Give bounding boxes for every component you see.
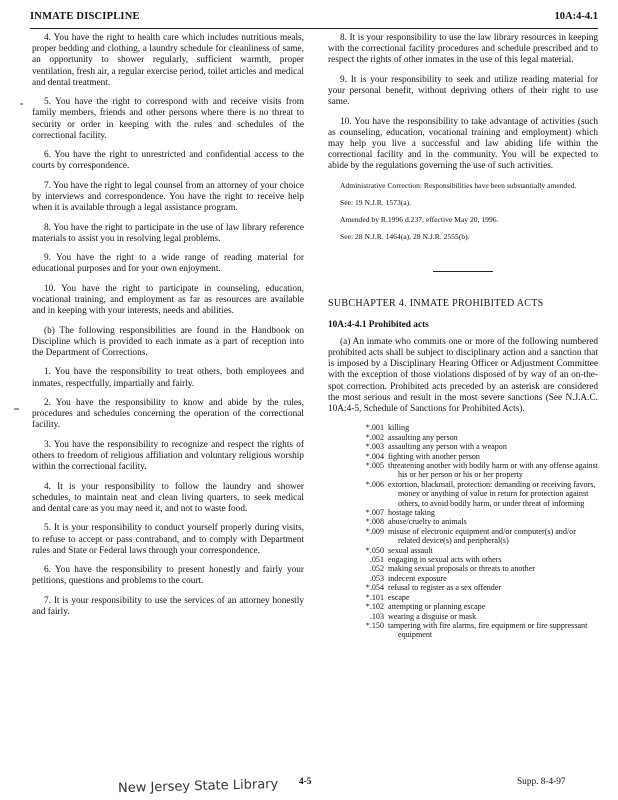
paragraph: 5. It is your responsibility to conduct yourself properly during visits, to refuse to accept or pass contraband, and to comply with Department rules and State or Federal laws through your correspondence. [32,523,304,556]
prohibited-act-row [354,423,598,432]
section-divider [433,271,493,272]
paragraph: 7. It is your responsibility to use the services of an attorney honestly and fairly. [32,595,304,617]
library-stamp: New Jersey State Library [117,776,279,797]
act-code: *.054 [365,583,384,593]
paragraph: 10. You have the responsibility to take advantage of activities (such as counseling, education, vocational training and employment) which may help you live a successful and law abiding life within the correctional facility and in the community. You will be expected to abide by the regulations governing the use of such activities. [328,116,598,172]
section-heading: 10A:4-4.1 Prohibited acts [328,319,429,330]
paragraph: 9. You have the right to a wide range of reading material for educational purposes and for your own enjoyment. [32,253,304,275]
administrative-notes [328,181,598,242]
prohibited-act-row [354,527,598,546]
act-code: .052 [369,564,384,574]
paragraph: 3. You have the responsibility to recognize and respect the rights of others to freedom of religious affiliation and voluntary religious worship within the correctional facility. [32,439,304,473]
supplement-date: Supp. 8-4-97 [517,777,566,787]
act-description: indecent exposure [388,573,447,583]
running-header [30,8,598,29]
section-text: (a) An inmate who commits one or more of the following numbered prohibited acts shall be subject to disciplinary action and a sanction that is imposed by a Disciplinary Hearing Officer or Adjustment Committee with the exception of those violations disposed of by way of an on-the-spot correction. Prohibited acts preceded by an asterisk are considered the most serious and result in the most severe sanctions (See N.J.A.C. 10A:4-5, Schedule of Sanctions for Prohibited Acts). [328,336,598,414]
prohibited-act-row [354,517,598,526]
prohibited-act-row [354,583,598,592]
prohibited-act-row [354,433,598,442]
prohibited-act-row [354,461,598,480]
scan-speck [14,408,19,410]
act-code: *.001 [365,423,384,433]
paragraph: (b) The following responsibilities are found in the Handbook on Discipline which is provided to each inmate as a part of reception into the Department of Corrections. [32,325,304,358]
prohibited-act-row [354,593,598,602]
act-description: making sexual proposals or threats to another [388,564,535,574]
admin-note: Administrative Correction: Responsibilities have been substantially amended. [340,180,577,190]
act-description: assaulting any person with a weapon [388,442,507,452]
act-description: refusal to register as a sex offender [388,583,502,593]
act-code: .053 [369,573,384,583]
act-code: *.007 [365,508,384,518]
act-description: threatening another with bodily harm or with any offense against his or her person or his or her property [388,461,599,480]
paragraph: 8. It is your responsibility to use the law library resources in keeping with the correctional facility procedures and schedule prescribed and to respect the rights of other inmates in the use of this legal material. [328,33,598,66]
paragraph: 7. You have the right to legal counsel from an attorney of your choice by interviews and correspondence. You have the right to receive help when it is available through a legal assistance program. [32,180,304,214]
paragraph: 6. You have the responsibility to present honestly and fairly your petitions, questions and problems to the court. [32,565,304,587]
act-code: *.050 [365,545,384,555]
act-code: *.009 [365,526,384,536]
act-description: extortion, blackmail, protection: demanding or receiving favors, money or anything of value in return for protection against others, to avoid bodily harm, or under threat of informing [388,479,596,508]
right-column [328,33,598,640]
paragraph: 5. You have the right to correspond with and receive visits from family members, friends and other persons where there is no threat to security or order in keeping with the rules and schedules of the correctional facility. [32,97,304,141]
prohibited-act-row [354,508,598,517]
paragraph: 2. You have the responsibility to know and abide by the rules, procedures and schedules concerning the operation of the correctional facility. [32,397,304,431]
prohibited-act-row [354,621,598,640]
left-column [32,33,304,626]
act-description: fighting with another person [388,451,480,461]
act-description: misuse of electronic equipment and/or computer(s) and/or related device(s) and peripheral(s) [388,526,576,546]
act-description: killing [388,423,410,433]
act-description: engaging in sexual acts with others [388,555,502,565]
act-description: attempting or planning escape [388,602,486,612]
paragraph: 9. It is your responsibility to seek and utilize reading material for your personal benefit, without depriving others of their right to use same. [328,74,598,108]
act-code: .103 [369,611,384,621]
act-code: *.008 [365,517,384,527]
act-code: *.004 [365,451,384,461]
act-code: *.101 [365,592,384,602]
act-description: wearing a disguise or mask [388,611,477,621]
act-code: .051 [369,555,384,565]
prohibited-acts-list [328,423,598,639]
subchapter-heading: SUBCHAPTER 4. INMATE PROHIBITED ACTS [328,298,544,310]
prohibited-act-row [354,574,598,583]
paragraph: 10. You have the right to participate in counseling, education, vocational training, and employment as far as resources are available and in keeping with your interests, needs and abilities. [32,283,304,317]
act-code: *.003 [365,442,384,452]
header-section: 10A:4-4.1 [554,11,598,22]
admin-note: See: 28 N.J.R. 1464(a), 28 N.J.R. 2555(b). [340,232,470,242]
paragraph: 4. You have the right to health care which includes nutritious meals, proper bedding and clothing, a laundry schedule for cleanliness of same, an opportunity to shower regularly, sufficient warmth, proper ventilation, fresh air, a regular exercise period, toilet articles and medical and dental treatment. [32,33,304,88]
prohibited-act-row [354,612,598,621]
prohibited-act-row [354,452,598,461]
act-description: hostage taking [388,508,435,518]
header-title: INMATE DISCIPLINE [30,11,140,22]
prohibited-act-row [354,602,598,611]
admin-note: Amended by R.1996 d.237, effective May 20, 1996. [340,215,499,225]
paragraph: 4. It is your responsibility to follow the laundry and shower schedules, to maintain neat and clean living quarters, to seek medical and dental care as you may need it, and not to waste food. [32,481,304,514]
act-description: abuse/cruelty to animals [388,517,467,527]
act-description: escape [388,592,410,602]
paragraph: 6. You have the right to unrestricted and confidential access to the courts by correspondence. [32,150,304,172]
prohibited-act-row [354,442,598,451]
act-code: *.005 [365,461,384,470]
act-code: *.150 [365,620,384,630]
prohibited-act-row [354,480,598,508]
paragraph: 1. You have the responsibility to treat others, both employees and inmates, respectfully, impartially and fairly. [32,367,304,389]
act-description: sexual assault [388,545,433,555]
scan-speck [20,103,23,105]
prohibited-act-row [354,555,598,564]
paragraph: 8. You have the right to participate in the use of law library reference materials to assist you in resolving legal problems. [32,222,304,244]
admin-note: See: 19 N.J.R. 1573(a). [340,197,412,207]
prohibited-act-row [354,564,598,573]
prohibited-act-row [354,546,598,555]
act-description: assaulting any person [388,432,458,442]
page-number: 4-5 [299,777,312,787]
act-code: *.102 [365,602,384,612]
act-description: tampering with fire alarms, fire equipment or fire suppressant equipment [388,620,588,640]
act-code: *.006 [365,479,384,489]
act-code: *.002 [365,432,384,442]
